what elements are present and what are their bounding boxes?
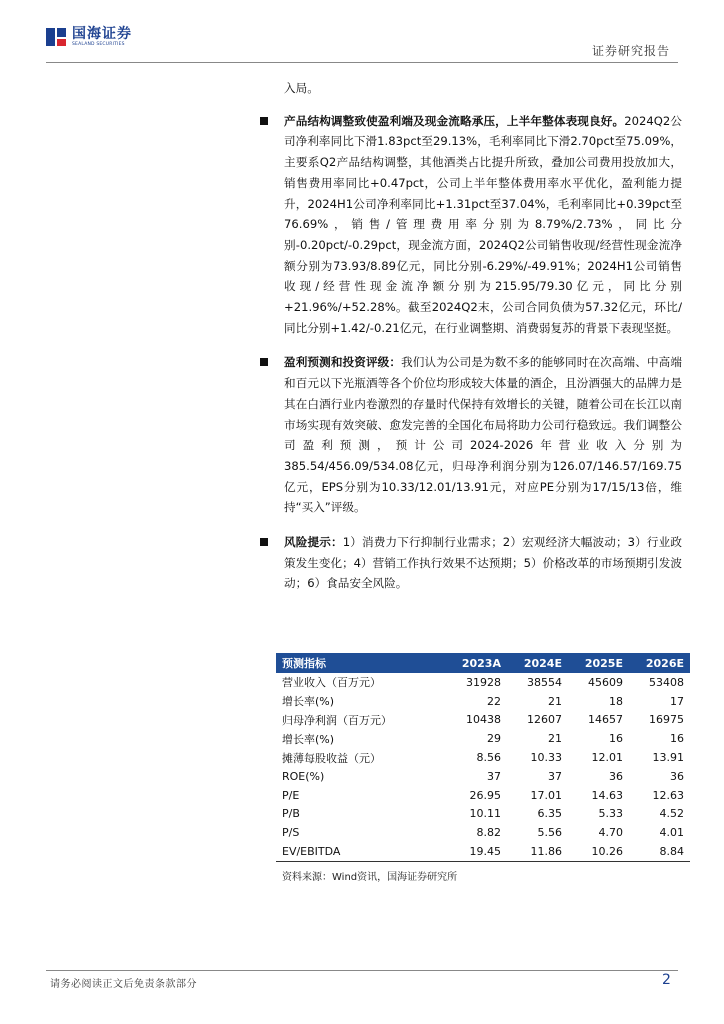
page-number: 2 (662, 972, 671, 988)
table-row (276, 711, 690, 730)
company-logo (46, 26, 132, 48)
bullet-square-icon (260, 117, 268, 125)
table-cell: 21 (547, 694, 562, 708)
table-header-cell: 2025E (584, 656, 623, 670)
table-row (276, 692, 690, 711)
table-header-cell: 2024E (523, 656, 562, 670)
table-cell: 11.86 (507, 842, 568, 861)
section-title: 产品结构调整致使盈利端及现金流略承压，上半年整体表现良好。 (284, 113, 625, 128)
table-cell: 8.56 (476, 751, 501, 765)
section-body: 2024Q2公司净利率同比下滑1.83pct至29.13%，毛利率同比下滑2.70pct至75.09%，主要系Q2产品结构调整，其他酒类占比提升所致，叠加公司费用投放加大，销售费用率同比+0.47pct，公司上半年整体费用率水平优化，盈利能力提升，2024H1公司净利率同比+1.31pct至37.04%，毛利率同比+0.39pct至76.69%，销售/管理费用率分别为8.79%/2.73%，同比分别-0.20pct/-0.29pct，现金流方面，2024Q2公司销售收现/经营性现金流净额分别为73.93/8.89亿元，同比分别-6.29%/-49.91%；2024H1公司销售收现/经营性现金流净额分别为215.95/79.30亿元，同比分别+21.96%/+52.28%。截至2024Q2末，公司合同负债为57.32亿元，环比/同比分别+1.42/-0.21亿元，在行业调整期、消费弱复苏的背景下表现坚挺。 (284, 113, 682, 335)
table-header-cell: 2023A (461, 656, 501, 670)
forecast-table-block (276, 653, 690, 883)
table-cell: 31928 (465, 675, 501, 689)
footer-divider (46, 970, 678, 971)
table-cell: 增长率(%) (282, 695, 335, 709)
table-cell: 53408 (649, 675, 684, 689)
table-cell: 10438 (465, 713, 501, 727)
table-cell: 45609 (587, 675, 623, 689)
table-cell: EV/EBITDA (276, 842, 445, 861)
table-cell: 17.01 (530, 788, 562, 802)
table-header-cell: 预测指标 (282, 657, 326, 670)
table-row (276, 673, 690, 692)
bullet-square-icon (260, 358, 268, 366)
table-cell: 8.82 (476, 826, 501, 840)
table-cell: 5.33 (598, 807, 623, 821)
table-cell: 归母净利润（百万元） (282, 713, 392, 727)
table-cell: 营业收入（百万元） (282, 676, 381, 690)
logo-name: 国海证券 (72, 25, 132, 42)
table-cell: 37 (547, 769, 562, 783)
logo-english: SEALAND SECURITIES (72, 41, 125, 47)
report-type: 证券研究报告 (591, 44, 670, 58)
table-cell: 8.84 (629, 842, 690, 861)
table-cell: 4.01 (659, 826, 684, 840)
table-cell: 36 (670, 769, 684, 783)
table-cell: 13.91 (652, 751, 684, 765)
table-row (276, 729, 690, 748)
table-cell: 37 (486, 769, 501, 783)
table-cell: 4.70 (598, 826, 623, 840)
section-body: 1）消费力下行抑制行业需求；2）宏观经济大幅波动；3）行业政策发生变化；4）营销工作执行效果不达预期；5）价格改革的市场预期引发波动；6）食品安全风险。 (284, 535, 682, 591)
table-row (276, 805, 690, 824)
section-title: 盈利预测和投资评级： (284, 355, 402, 370)
forecast-table (276, 653, 690, 862)
main-content (284, 78, 682, 594)
table-cell: 12.01 (591, 751, 623, 765)
table-cell: P/E (282, 788, 300, 802)
table-cell: 12607 (526, 713, 562, 727)
table-cell: 10.26 (568, 842, 629, 861)
section-title: 风险提示： (284, 535, 343, 550)
table-cell: 5.56 (537, 826, 562, 840)
intro-text: 入局。 (284, 81, 319, 95)
bullet-square-icon (260, 538, 268, 546)
page-header (46, 26, 678, 66)
table-cell: 10.11 (469, 807, 501, 821)
table-cell: 36 (608, 769, 623, 783)
table-cell: 19.45 (445, 842, 507, 861)
section-profit-structure (284, 111, 682, 339)
table-cell: 26.95 (469, 788, 501, 802)
table-cell: 10.33 (530, 751, 562, 765)
table-row (276, 767, 690, 786)
header-divider (46, 62, 678, 63)
table-cell: P/B (282, 807, 300, 821)
table-cell: 38554 (526, 675, 562, 689)
table-cell: 16975 (649, 713, 684, 727)
logo-icon (46, 26, 68, 48)
table-cell: 12.63 (652, 788, 684, 802)
table-source-note: 资料来源：Wind资讯，国海证券研究所 (282, 871, 458, 883)
table-cell: 增长率(%) (282, 732, 335, 746)
table-row (276, 842, 690, 861)
table-cell: 6.35 (537, 807, 562, 821)
table-cell: ROE(%) (282, 769, 325, 783)
table-header-cell: 2026E (645, 656, 684, 670)
section-risk (284, 532, 682, 594)
section-body: 我们认为公司是为数不多的能够同时在次高端、中高端和百元以下光瓶酒等各个价位均形成较大体量的酒企，且汾酒强大的品牌力是其在白酒行业内卷激烈的存量时代保持有效增长的关键，随着公司在长江以南市场实现有效突破、愈发完善的全国化布局将助力公司行稳致远。我们调整公司盈利预测，预计公司2024-2026年营业收入分别为385.54/456.09/534.08亿元，归母净利润分别为126.07/146.57/169.75亿元，EPS分别为10.33/12.01/13.91元，对应PE分别为17/15/13倍，维持“买入”评级。 (284, 355, 682, 515)
table-cell: 14.63 (591, 788, 623, 802)
table-row (276, 748, 690, 767)
table-cell: 摊薄每股收益（元） (282, 751, 381, 765)
table-cell: 16 (670, 732, 684, 746)
table-cell: 29 (486, 732, 501, 746)
table-row (276, 823, 690, 842)
table-header-row (276, 653, 690, 673)
footer-disclaimer: 请务必阅读正文后免责条款部分 (50, 979, 197, 990)
table-cell: 22 (486, 694, 501, 708)
table-row (276, 786, 690, 805)
table-cell: 18 (608, 694, 623, 708)
table-cell: 17 (670, 694, 684, 708)
table-cell: 14657 (587, 713, 623, 727)
table-cell: 4.52 (659, 807, 684, 821)
section-forecast-rating (284, 352, 682, 518)
table-cell: P/S (282, 826, 300, 840)
table-cell: 16 (608, 732, 623, 746)
table-cell: 21 (547, 732, 562, 746)
